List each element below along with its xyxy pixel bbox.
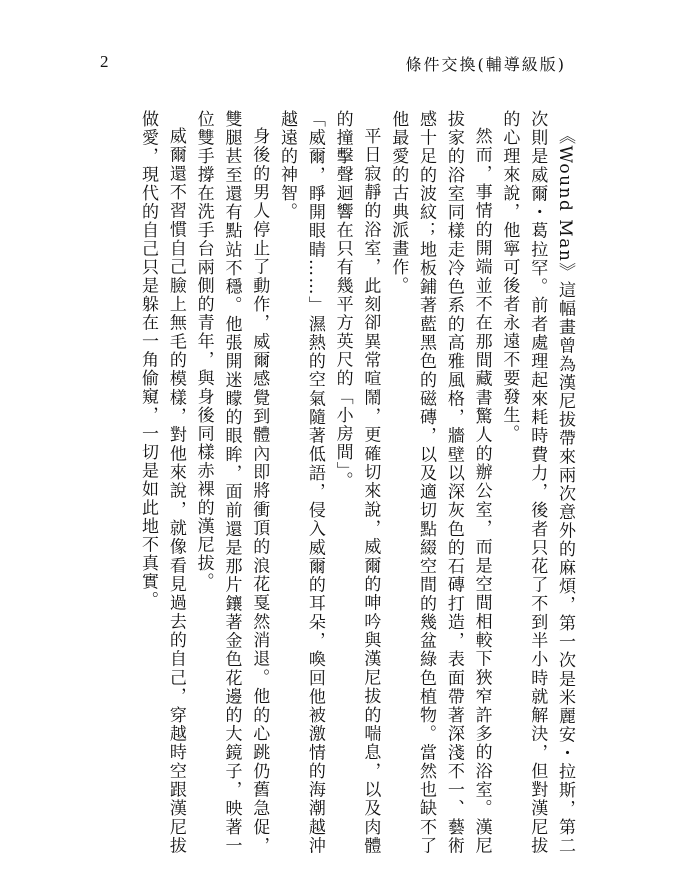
paragraph-1: 《Wound Man》這幅畫曾為漢尼拔帶來兩次意外的麻煩，第一次是米麗安・拉斯，第二次則是威爾・葛拉罕。前者處理起來耗時費力，後者只花了不到半小時就解決，但對漢尼拔的心理來說，他寧可後者永遠不要發生。 (499, 110, 575, 855)
paragraph-4: 「威爾，睜開眼睛……」濕熱的空氣隨著低語，侵入威爾的耳朵，喚回他被激情的海潮越沖越遠的神智。 (277, 110, 325, 855)
running-header-title: 條件交換(輔導級版) (405, 55, 566, 74)
paragraph-3: 平日寂靜的浴室，此刻卻異常喧鬧，更確切來說，威爾的呻吟與漢尼拔的喘息，以及肉體的撞擊聲迴響在只有幾平方英尺的「小房間」。 (332, 110, 381, 855)
paragraph-5: 身後的男人停止了動作，威爾感覺到體內即將衝頂的浪花戛然消退。他的心跳仍舊急促，雙腿甚至還有點站不穩。他張開迷矇的眼眸，面前還是那片鑲著金色花邊的大鏡子，映著一位雙手撐在洗手台兩側的青年，與身後同樣赤裸的漢尼拔。 (193, 110, 270, 855)
body-text (98, 110, 578, 855)
page-number: 2 (100, 52, 109, 71)
paragraph-6: 威爾還不習慣自己臉上無毛的模樣，對他來說，就像看見過去的自己，穿越時空跟漢尼拔做愛，現代的自己只是躲在一角偷窺，一切是如此地不真實。 (138, 110, 186, 855)
paragraph-2: 然而，事情的開端並不在那間藏書驚人的辦公室，而是空間相較下狹窄許多的浴室。漢尼拔家的浴室同樣走冷色系的高雅風格，牆壁以深灰色的石磚打造，表面帶著深淺不一、藝術感十足的波紋；地板鋪著藍黑色的磁磚，以及適切點綴空間的幾盆綠色植物。當然也缺不了他最愛的古典派畫作。 (388, 110, 492, 855)
